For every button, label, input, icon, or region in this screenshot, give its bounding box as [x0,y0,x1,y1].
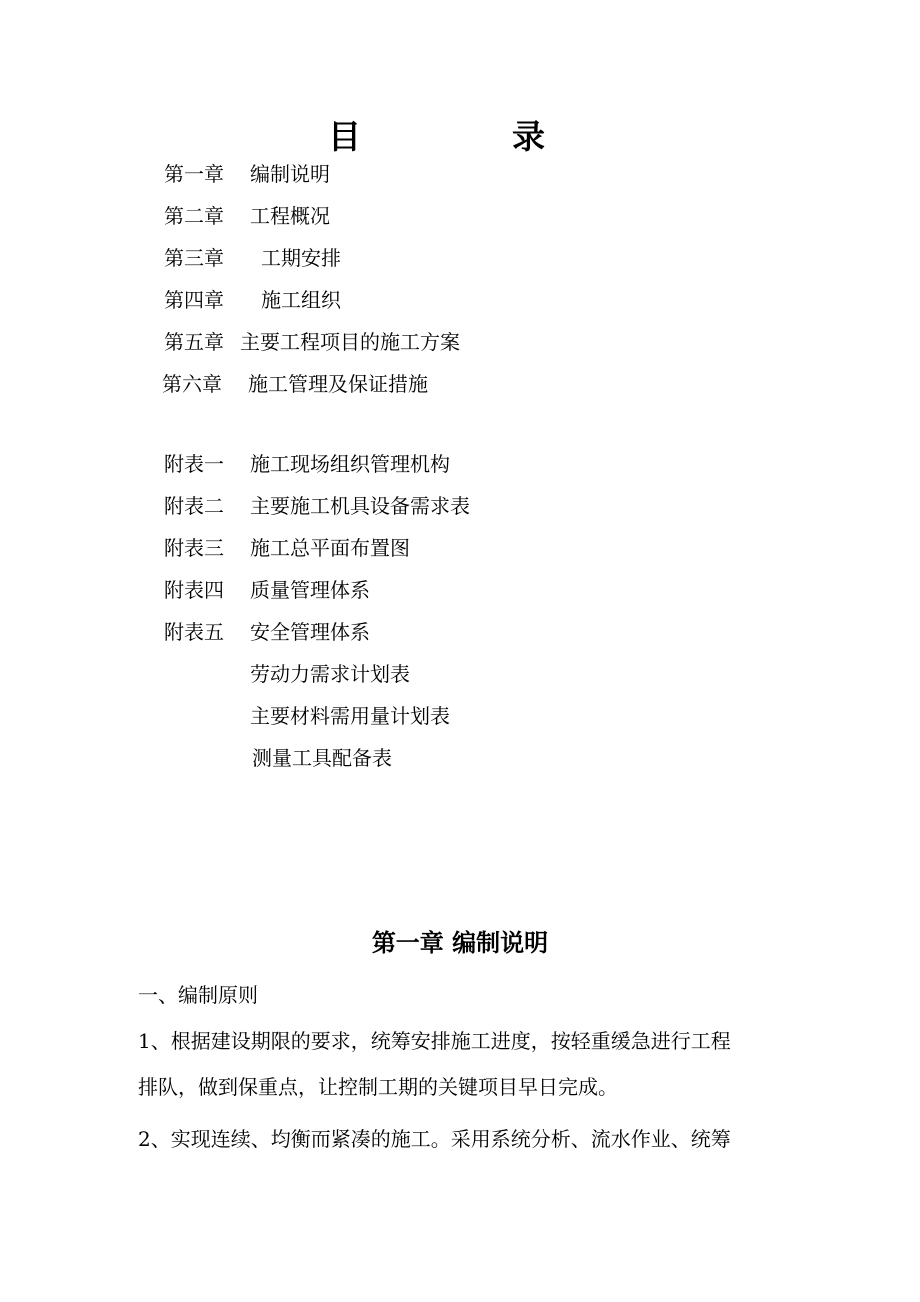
toc-entry-text: 施工总平面布置图 [250,536,410,560]
toc-entry-text: 工期安排 [261,246,341,270]
toc-entry-text: 主要材料需用量计划表 [250,704,450,728]
toc-entry-label: 第一章 [164,162,224,186]
toc-entry-label: 附表四 [164,578,224,602]
paragraph-line: 1、根据建设期限的要求，统筹安排施工进度，按轻重缓急进行工程 [138,1029,731,1053]
toc-entry-label: 第三章 [164,246,224,270]
toc-entry-text: 质量管理体系 [250,578,370,602]
toc-entry-label: 第四章 [164,288,224,312]
chapter-heading: 第一章 编制说明 [371,928,549,957]
toc-entry-label: 附表二 [164,494,224,518]
section-heading: 一、编制原则 [138,983,258,1007]
toc-entry-text: 工程概况 [250,204,330,228]
toc-entry-chapter-6[interactable] [162,370,428,454]
toc-entry-text: 施工组织 [261,288,341,312]
toc-title [0,112,920,162]
toc-title-left: 目 [328,117,361,156]
toc-entry-text: 施工管理及保证措施 [248,372,428,396]
toc-entry-text: 编制说明 [250,162,330,186]
toc-entry-text: 安全管理体系 [250,620,370,644]
toc-entry-label: 附表五 [164,620,224,644]
paragraph-line: 2、实现连续、均衡而紧凑的施工。采用系统分析、流水作业、统筹 [138,1127,731,1151]
toc-entry-text: 劳动力需求计划表 [250,662,410,686]
toc-entry-appendix-8[interactable] [164,744,392,800]
toc-entry-label: 附表三 [164,536,224,560]
toc-title-right: 录 [512,117,545,156]
paragraph-line: 排队，做到保重点，让控制工期的关键项目早日完成。 [138,1075,618,1099]
toc-entry-label: 第六章 [162,372,222,396]
toc-entry-label: 附表一 [164,452,224,476]
toc-entry-text: 测量工具配备表 [252,746,392,770]
toc-entry-text: 主要工程项目的施工方案 [240,330,460,354]
toc-entry-text: 施工现场组织管理机构 [250,452,450,476]
toc-entry-label: 第五章 [164,330,224,354]
toc-entry-label: 第二章 [164,204,224,228]
toc-entry-text: 主要施工机具设备需求表 [250,494,470,518]
